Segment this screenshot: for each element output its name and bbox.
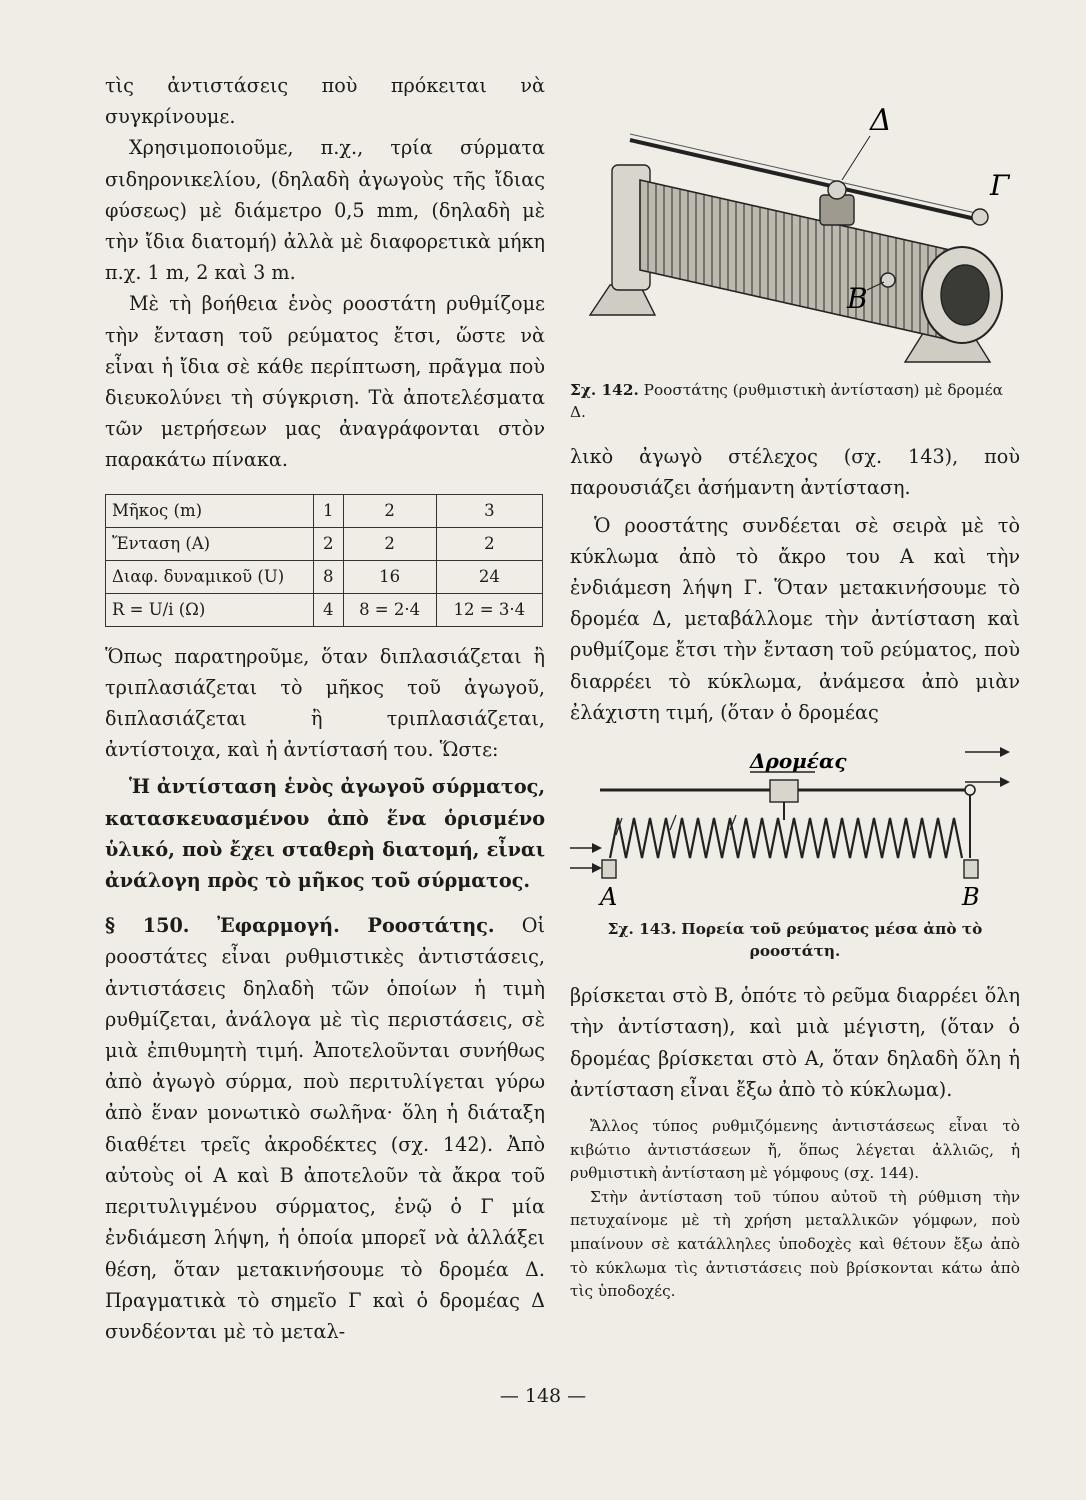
table-row xyxy=(106,560,543,593)
table-row xyxy=(106,494,543,527)
table-cell: 3 xyxy=(436,494,542,527)
section-heading: § 150. Ἐφαρμογή. Ροοστάτης. xyxy=(105,914,495,938)
table-cell: 8 xyxy=(314,560,344,593)
table-cell: 2 xyxy=(314,527,344,560)
paragraph-observation: Ὅπως παρατηροῦμε, ὅταν διπλασιάζεται ἢ τριπλασιάζεται τὸ μῆκος τοῦ ἀγωγοῦ, διπλασιάζεται ἢ τριπλασιάζεται, ἀντίστοιχα, καὶ ἡ ἀντίστασή του. Ὥστε: xyxy=(105,644,545,762)
figure-142-caption xyxy=(570,380,1020,423)
fig143-label-slider: Δρομέας xyxy=(750,749,847,774)
figure-143-current-path xyxy=(570,740,1020,915)
section-body: Οἱ ροοστάτες εἶναι ρυθμιστικὲς ἀντιστάσεις, ἀντιστάσεις δηλαδὴ τῶν ὁποίων ἡ τιμὴ ρυθμίζεται, ἀνάλογα μὲ τὶς περιστάσεις, σὲ μιὰ ἐπιθυμητὴ τιμή. Ἀποτελοῦνται συνήθως ἀπὸ ἀγωγὸ σύρμα, ποὺ περιτυλίγεται γύρω ἀπὸ ἕναν μονωτικὸ σωλῆνα· ὅλη ἡ διάταξη διαθέτει τρεῖς ἀκροδέκτες (σχ. 142). Ἀπὸ αὐτοὺς οἱ A καὶ B ἀποτελοῦν τὰ ἄκρα τοῦ περιτυλιγμένου σύρματος, ἐνῷ ὁ Γ μία ἐνδιάμεση λήψη, ἡ ὁποία μπορεῖ νὰ ἀλλάξει θέση, ὅταν μετακινήσουμε τὸ δρομέα Δ. Πραγματικὰ τὸ σημεῖο Γ καὶ ὁ δρομέας Δ συνδέονται μὲ τὸ μεταλ- xyxy=(105,914,545,1343)
fig142-label-gamma: Γ xyxy=(990,169,1010,202)
table-cell: 8 = 2·4 xyxy=(343,593,436,626)
table-cell: Μῆκος (m) xyxy=(106,494,314,527)
section-150 xyxy=(105,910,545,1347)
paragraph-slider-link: λικὸ ἀγωγὸ στέλεχος (σχ. 143), ποὺ παρουσιάζει ἀσήμαντη ἀντίσταση. xyxy=(570,445,1020,500)
paragraph-series-connection: Ὁ ροοστάτης συνδέεται σὲ σειρὰ μὲ τὸ κύκλωμα ἀπὸ τὸ ἄκρο του A καὶ τὴν ἐνδιάμεση λήψη Γ. Ὅταν μετακινήσουμε τὸ δρομέα Δ, μεταβάλλομε τὴν ἀντίσταση καὶ ρυθμίζομε ἔτσι τὴν ἔνταση τοῦ ρεύματος, ποὺ διαρρέει τὸ κύκλωμα, ἀνάμεσα ἀπὸ μιὰν ἐλάχιστη τιμή, (ὅταν ὁ δρομέας xyxy=(570,513,1020,724)
paragraph-min-max: βρίσκεται στὸ B, ὁπότε τὸ ρεῦμα διαρρέει ὅλη τὴν ἀντίσταση), καὶ μιὰ μέγιστη, (ὅταν ὁ δρομέας βρίσκεται στὸ A, ὅταν δηλαδὴ ὅλη ἡ ἀντίσταση εἶναι ἔξω ἀπὸ τὸ κύκλωμα). xyxy=(570,984,1020,1101)
figure-142-number: Σχ. 142. xyxy=(570,381,639,399)
paragraph-plug-adjustment: Στὴν ἀντίσταση τοῦ τύπου αὐτοῦ τὴ ρύθμιση τὴν πετυχαίνομε μὲ τὴ χρήση μεταλλικῶν γόμφων, ποὺ μπαίνουν σὲ κατάλληλες ὑποδοχὲς καὶ θέτουν ἔξω ἀπὸ τὸ κύκλωμα τὶς ἀντιστάσεις ποὺ βρίσκονται κάτω ἀπὸ τὶς ὑποδοχές. xyxy=(570,1187,1020,1301)
paragraph-wires: Χρησιμοποιοῦμε, π.χ., τρία σύρματα σιδηρονικελίου, (δηλαδὴ ἀγωγοὺς τῆς ἴδιας φύσεως) μὲ διάμετρο 0,5 mm, (δηλαδὴ μὲ τὴν ἴδια διατομή) ἀλλὰ μὲ διαφορετικὰ μήκη π.χ. 1 m, 2 καὶ 3 m. xyxy=(105,136,545,285)
measurement-table xyxy=(105,494,543,627)
table-cell: 4 xyxy=(314,593,344,626)
left-column xyxy=(105,70,545,1347)
right-column xyxy=(570,70,1020,1304)
table-cell: 2 xyxy=(436,527,542,560)
table-cell: Ἔνταση (A) xyxy=(106,527,314,560)
fig142-label-beta: B xyxy=(847,282,868,315)
table-cell: 24 xyxy=(436,560,542,593)
figure-143-caption-text: Πορεία τοῦ ρεύματος μέσα ἀπὸ τὸ ροοστάτη. xyxy=(681,920,983,960)
fig143-label-a: A xyxy=(600,883,618,912)
paragraph-rheostat-use: Μὲ τὴ βοήθεια ἑνὸς ροοστάτη ρυθμίζομε τὴν ἔνταση τοῦ ρεύματος ἔτσι, ὥστε νὰ εἶναι ἡ ἴδια σὲ κάθε περίπτωση, πρᾶγμα ποὺ διευκολύνει τὴ σύγκριση. Τὰ ἀποτελέσματα τῶν μετρήσεων μας ἀναγράφονται στὸν παρακάτω πίνακα. xyxy=(105,292,545,472)
fig142-label-delta: Δ xyxy=(870,103,892,138)
figure-142-rheostat xyxy=(570,70,1020,370)
table-cell: R = U/i (Ω) xyxy=(106,593,314,626)
table-cell: 2 xyxy=(343,494,436,527)
figure-142-caption-text: Ροοστάτης (ρυθμιστικὴ ἀντίσταση) μὲ δρομέα Δ. xyxy=(570,381,1003,421)
table-cell: 1 xyxy=(314,494,344,527)
table-cell: 2 xyxy=(343,527,436,560)
law-statement: Ἡ ἀντίσταση ἑνὸς ἀγωγοῦ σύρματος, κατασκευασμένου ἀπὸ ἕνα ὁρισμένο ὑλικό, ποὺ ἔχει σταθερὴ διατομή, εἶναι ἀνάλογη πρὸς τὸ μῆκος τοῦ σύρματος. xyxy=(105,775,545,893)
table-row xyxy=(106,593,543,626)
table-cell: 16 xyxy=(343,560,436,593)
figure-143-number: Σχ. 143. xyxy=(607,920,677,939)
table-cell: Διαφ. δυναμικοῦ (U) xyxy=(106,560,314,593)
paragraph-resistance-box: Ἄλλος τύπος ρυθμιζόμενης ἀντιστάσεως εἶναι τὸ κιβώτιο ἀντιστάσεων ἤ, ὅπως λέγεται ἀλλιῶς, ἡ ρυθμιστικὴ ἀντίσταση μὲ γόμφους (σχ. 144). xyxy=(570,1117,1020,1183)
figure-143-caption xyxy=(570,919,1020,962)
paragraph-intro: τὶς ἀντιστάσεις ποὺ πρόκειται νὰ συγκρίνουμε. xyxy=(105,74,545,129)
fig143-label-b: B xyxy=(962,883,980,912)
table-row xyxy=(106,527,543,560)
table-cell: 12 = 3·4 xyxy=(436,593,542,626)
page-number: — 148 — xyxy=(499,1385,587,1407)
